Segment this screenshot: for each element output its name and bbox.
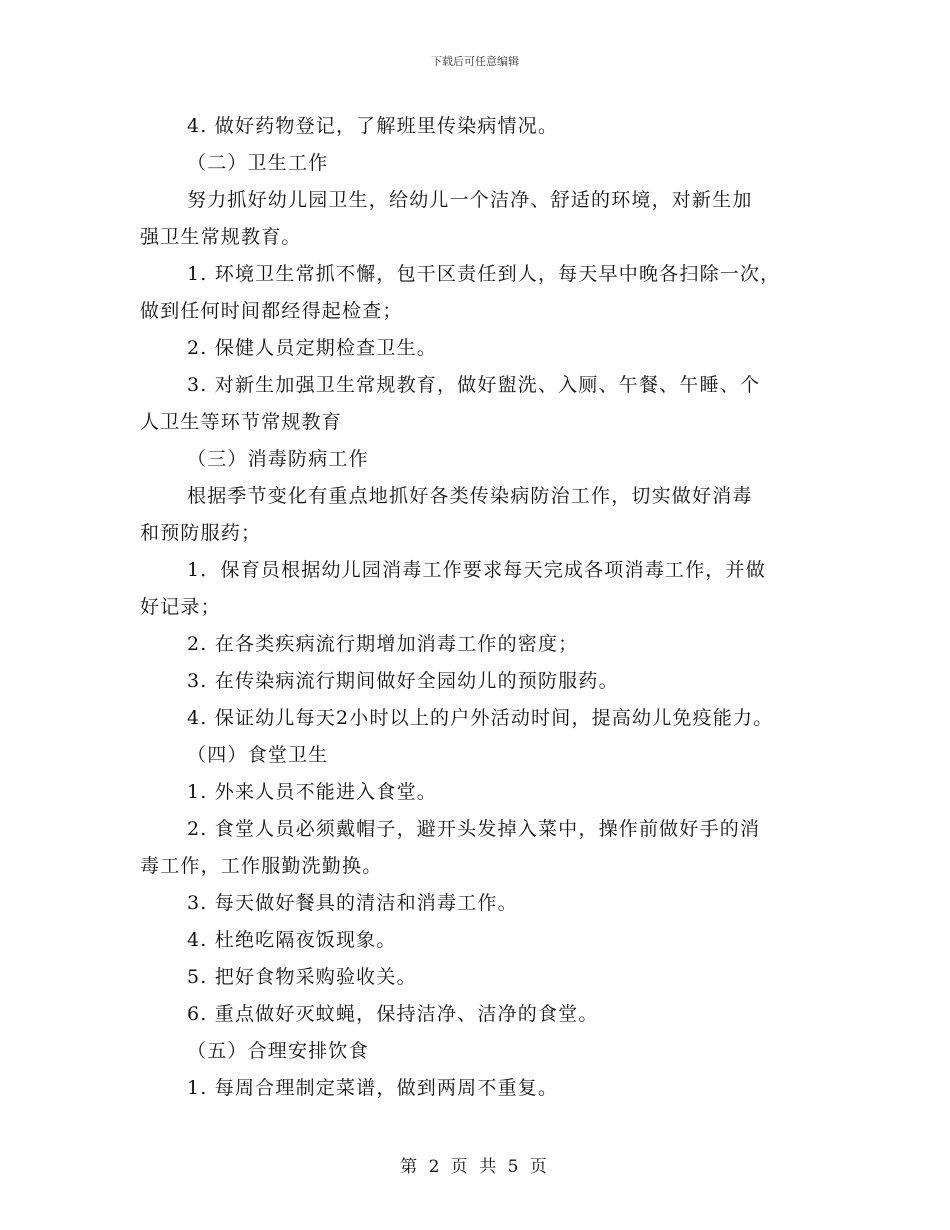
text-line: （四）食堂卫生 bbox=[187, 744, 329, 766]
document-body bbox=[140, 108, 820, 1107]
text-line: 做到任何时间都经得起检查； bbox=[140, 300, 403, 322]
text-line: 4. 做好药物登记，了解班里传染病情况。 bbox=[187, 115, 559, 137]
text-line: 1. 每周合理制定菜谱，做到两周不重复。 bbox=[187, 1077, 559, 1099]
text-line: 好记录； bbox=[140, 596, 221, 618]
text-line: 2. 保健人员定期检查卫生。 bbox=[187, 337, 437, 359]
page-footer: 第 2 页 共 5 页 bbox=[400, 1157, 550, 1177]
text-line: 3. 对新生加强卫生常规教育，做好盥洗、入厕、午餐、午睡、个 bbox=[187, 374, 761, 396]
text-line: 5. 把好食物采购验收关。 bbox=[187, 966, 417, 988]
text-line: 3. 每天做好餐具的清洁和消毒工作。 bbox=[187, 892, 518, 914]
text-line: 毒工作，工作服勤洗勤换。 bbox=[140, 855, 383, 877]
text-line: （三）消毒防病工作 bbox=[187, 448, 369, 470]
text-line: （五）合理安排饮食 bbox=[187, 1040, 369, 1062]
text-line: 1．保育员根据幼儿园消毒工作要求每天完成各项消毒工作，并做 bbox=[187, 559, 766, 581]
text-line: 3. 在传染病流行期间做好全园幼儿的预防服药。 bbox=[187, 670, 619, 692]
text-line: 4. 杜绝吃隔夜饭现象。 bbox=[187, 929, 397, 951]
text-line: 1. 环境卫生常抓不懈，包干区责任到人，每天早中晚各扫除一次， bbox=[187, 263, 781, 285]
text-line: 和预防服药； bbox=[140, 522, 262, 544]
text-line: 4. 保证幼儿每天2小时以上的户外活动时间，提高幼儿免疫能力。 bbox=[187, 707, 774, 729]
text-line: 1. 外来人员不能进入食堂。 bbox=[187, 781, 437, 803]
text-line: 2. 在各类疾病流行期增加消毒工作的密度； bbox=[187, 633, 579, 655]
text-line: 强卫生常规教育。 bbox=[140, 226, 302, 248]
text-line: 2. 食堂人员必须戴帽子，避开头发掉入菜中，操作前做好手的消 bbox=[187, 818, 761, 840]
text-line: （二）卫生工作 bbox=[187, 152, 329, 174]
text-line: 根据季节变化有重点地抓好各类传染病防治工作，切实做好消毒 bbox=[187, 485, 753, 507]
text-line: 努力抓好幼儿园卫生，给幼儿一个洁净、舒适的环境，对新生加 bbox=[187, 189, 753, 211]
text-line: 人卫生等环节常规教育 bbox=[140, 411, 343, 433]
page-header: 下载后可任意编辑 bbox=[431, 55, 519, 68]
text-line: 6. 重点做好灭蚊蝇，保持洁净、洁净的食堂。 bbox=[187, 1003, 599, 1025]
